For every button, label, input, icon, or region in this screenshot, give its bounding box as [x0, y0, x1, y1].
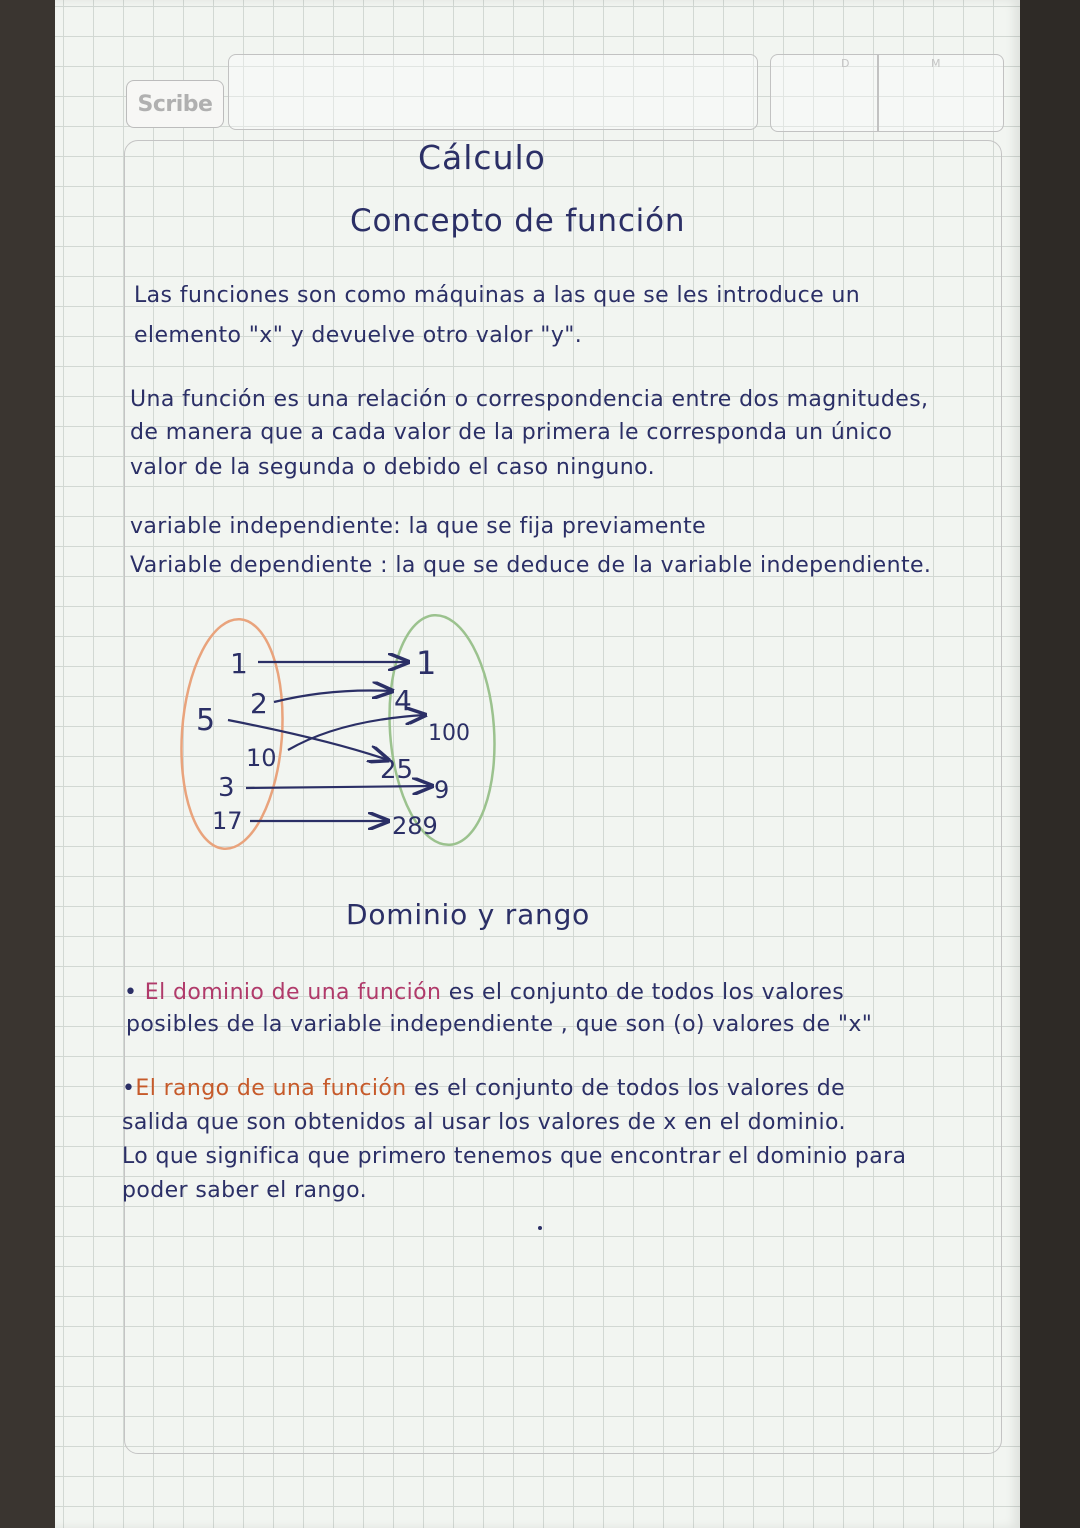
para2-line3: valor de la segunda o debido el caso ninguno. — [130, 455, 655, 480]
domain-value-1: 1 — [230, 647, 248, 680]
mapping-diagram — [170, 600, 510, 860]
page-edge-shadow — [1020, 0, 1080, 1528]
scribe-logo: Scribe — [126, 80, 224, 128]
dependent-variable-def: Variable dependiente : la que se deduce de la variable independiente. — [130, 553, 932, 578]
domain-value-10: 10 — [246, 744, 277, 772]
domain-value-3: 3 — [218, 773, 235, 803]
range-bullet: • — [122, 1076, 136, 1101]
domain-definition-rest: es el conjunto de todos los valores — [441, 980, 845, 1005]
arrow-2-to-4 — [274, 690, 392, 702]
para1-line2: elemento "x" y devuelve otro valor "y". — [134, 323, 583, 348]
domain-definition-line1 — [124, 980, 844, 1005]
codomain-value-9: 9 — [434, 776, 450, 804]
codomain-value-4: 4 — [394, 684, 412, 717]
range-definition-line4: poder saber el rango. — [122, 1178, 367, 1203]
para2-line2: de manera que a cada valor de la primera le corresponda un único — [130, 420, 893, 445]
domain-bullet: • — [124, 980, 138, 1005]
domain-term: El dominio de una función — [144, 980, 442, 1005]
codomain-value-25: 25 — [380, 755, 414, 785]
date-field — [770, 54, 1004, 132]
range-definition-line1 — [122, 1076, 845, 1101]
independent-variable-def: variable independiente: la que se fija previamente — [130, 514, 707, 539]
range-term: El rango de una función — [135, 1076, 407, 1101]
range-definition-line3: Lo que significa que primero tenemos que encontrar el dominio para — [122, 1144, 907, 1169]
date-month-label: M — [931, 57, 941, 70]
section-heading-domain-range: Dominio y rango — [346, 898, 591, 931]
para2-line1: Una función es una relación o correspondencia entre dos magnitudes, — [130, 387, 929, 412]
para1-line1: Las funciones son como máquinas a las que se les introduce un — [134, 283, 861, 308]
codomain-value-1: 1 — [416, 644, 437, 682]
domain-value-5: 5 — [196, 703, 216, 738]
arrow-10-to-100 — [288, 715, 425, 750]
domain-value-17: 17 — [212, 807, 243, 835]
codomain-value-289: 289 — [392, 812, 438, 840]
codomain-value-100: 100 — [428, 721, 470, 746]
ink-dot — [538, 1226, 542, 1230]
range-definition-line2: salida que son obtenidos al usar los valores de x en el dominio. — [122, 1110, 846, 1135]
title-field — [228, 54, 758, 130]
date-divider — [877, 55, 879, 131]
range-definition-rest: es el conjunto de todos los valores de — [406, 1076, 846, 1101]
domain-value-2: 2 — [250, 687, 268, 720]
section-heading-function-concept: Concepto de función — [350, 203, 686, 239]
page-title: Cálculo — [418, 138, 546, 177]
date-day-label: D — [841, 57, 850, 70]
domain-definition-line2: posibles de la variable independiente , que son (o) valores de "x" — [126, 1012, 873, 1037]
